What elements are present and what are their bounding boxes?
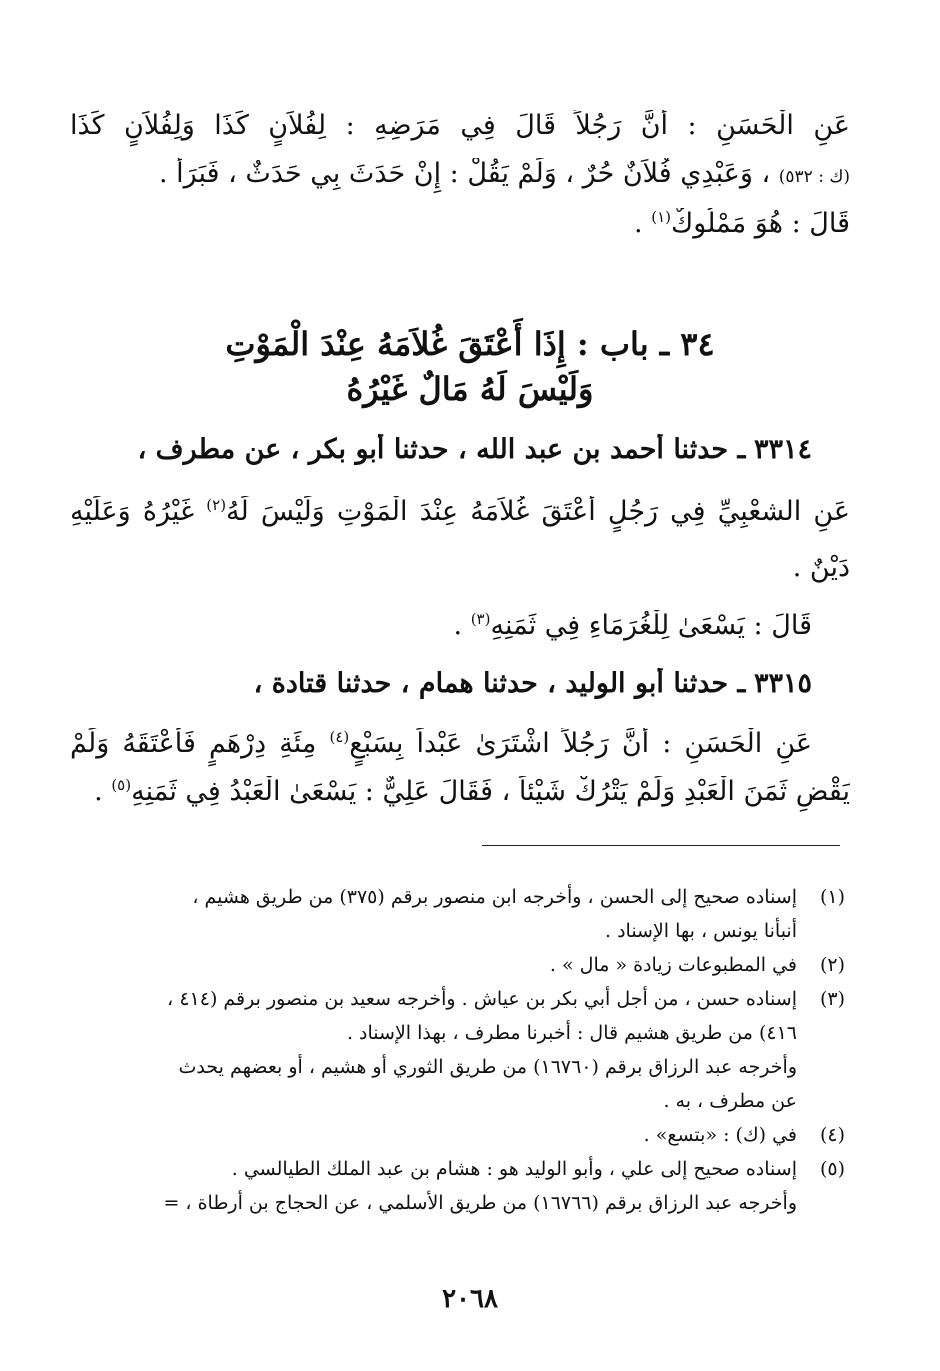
footnote-text: في (ك) : «بتسع» . <box>643 1124 797 1146</box>
passage-line <box>70 110 850 154</box>
manuscript-ref: (ك : ٥٣٢) <box>778 167 850 187</box>
footnote-marker[interactable]: (٢) <box>206 496 227 514</box>
matn-line <box>70 728 850 776</box>
footnote-text: عن مطرف ، به . <box>663 1090 797 1112</box>
footnote-line <box>66 1118 845 1152</box>
footnote-text: في المطبوعات زيادة « مال » . <box>549 954 797 976</box>
isnad-text: ـ حدثنا أبو الوليد ، حدثنا همام ، حدثنا قتادة ، <box>253 668 746 699</box>
matn-text: . <box>453 610 463 641</box>
footnote-line <box>66 948 845 982</box>
top-passage <box>70 110 850 254</box>
footnote-marker[interactable]: (١) <box>651 208 671 226</box>
page-number: ٢٠٦٨ <box>442 1284 498 1314</box>
footnote-item <box>66 948 845 982</box>
passage-line <box>70 158 850 204</box>
footnote-item <box>66 880 845 948</box>
hadith-number: ٣٣١٤ <box>753 434 812 465</box>
footnote-line <box>66 880 845 914</box>
footnote-number: (٣) <box>819 988 845 1010</box>
matn-line <box>70 552 850 602</box>
isnad-line <box>70 434 850 484</box>
footnote-number: (٤) <box>819 1124 845 1146</box>
footnote-item <box>66 1118 845 1152</box>
footnote-text: أنبأنا يونس ، بها الإسناد . <box>604 920 797 942</box>
hadith-3314 <box>70 434 850 660</box>
chapter-heading <box>0 322 940 412</box>
passage-text: ، وَعَبْدِي فُلاَنٌ حُرٌ ، وَلَمْ يَقُلْ : إِنْ حَدَثَ بِي حَدَثٌ ، فَبَرَأَ . <box>158 158 771 189</box>
footnote-number: (١) <box>819 886 845 908</box>
chapter-title-line: وَلَيْسَ لَهُ مَالٌ غَيْرُهُ <box>346 369 594 408</box>
footnote-text: إسناده صحيح إلى علي ، وأبو الوليد هو : هشام بن عبد الملك الطيالسي . <box>231 1158 797 1180</box>
chapter-title-line: ٣٤ ـ باب : إِذَا أَعْتَقَ غُلاَمَهُ عِنْدَ الْمَوْتِ <box>225 325 715 363</box>
footnote-line <box>66 982 845 1016</box>
footnote-separator <box>482 845 840 846</box>
passage-text: عَنِ الْحَسَنِ : أَنَّ رَجُلاً قَالَ فِي مَرَضِهِ : لِفُلاَنٍ كَذَا وَلِفُلاَنٍ كَذَا <box>70 110 850 141</box>
isnad-text: ـ حدثنا أحمد بن عبد الله ، حدثنا أبو بكر ، عن مطرف ، <box>137 434 746 465</box>
footnote-line <box>66 1152 845 1186</box>
matn-text: دَيْنٌ . <box>792 552 850 583</box>
footnote-text: وأخرجه عبد الرزاق برقم (١٦٧٦٦) من طريق الأسلمي ، عن الحجاج بن أرطاة ، = <box>163 1192 797 1214</box>
footnote-number: (٥) <box>819 1158 845 1180</box>
hadith-3315 <box>70 668 850 824</box>
footnote-item <box>66 1152 845 1220</box>
matn-line <box>70 496 850 546</box>
matn-text: عَنِ الشعْبِيِّ فِي رَجُلٍ أَعْتَقَ غُلاَمَهُ عِنْدَ الْمَوْتِ وَلَيْسَ لَهُ <box>226 496 850 527</box>
footnote-text: إسناده حسن ، من أجل أبي بكر بن عياش . وأخرجه سعيد بن منصور برقم (٤١٤ ، <box>167 988 797 1010</box>
passage-line <box>70 208 850 254</box>
footnote-text: ٤١٦) من طريق هشيم قال : أخبرنا مطرف ، بهذا الإسناد . <box>346 1022 797 1044</box>
footnote-text: وأخرجه عبد الرزاق برقم (١٦٧٦٠) من طريق الثوري أو هشيم ، أو بعضهم يحدث <box>178 1056 797 1078</box>
footnote-marker[interactable]: (٥) <box>111 776 132 794</box>
matn-text: يَقْضِ ثَمَنَ الْعَبْدِ وَلَمْ يَتْرُكْ شَيْئاً ، فَقَالَ عَلِيٌّ : يَسْعَىٰ الْعَبْدُ فِي ثَمَنِهِ <box>131 776 850 807</box>
footnote-marker[interactable]: (٤) <box>329 728 350 746</box>
footnotes-section <box>66 880 845 1220</box>
footnote-text: إسناده صحيح إلى الحسن ، وأخرجه ابن منصور برقم (٣٧٥) من طريق هشيم ، <box>192 886 797 908</box>
matn-text: غَيْرُهُ وَعَلَيْهِ <box>70 496 195 527</box>
footnote-item <box>66 982 845 1118</box>
matn-text: مِئَةِ دِرْهَمٍ فَأَعْتَقَهُ وَلَمْ <box>70 728 317 759</box>
matn-line <box>70 610 850 660</box>
hadith-number: ٣٣١٥ <box>753 668 812 699</box>
footnote-marker[interactable]: (٣) <box>470 610 491 628</box>
matn-text: قَالَ : يَسْعَىٰ لِلْغُرَمَاءِ فِي ثَمَنِهِ <box>490 610 812 641</box>
matn-text: عَنِ الْحَسَنِ : أَنَّ رَجُلاً اشْتَرَىٰ عَبْداً بِسَبْعٍ <box>349 728 812 759</box>
passage-text: . <box>634 208 643 239</box>
passage-text: قَالَ : هُوَ مَمْلُوكٌ <box>671 208 850 239</box>
footnote-number: (٢) <box>819 954 845 976</box>
isnad-line <box>70 668 850 718</box>
matn-line <box>70 776 850 824</box>
matn-text: . <box>94 776 103 807</box>
